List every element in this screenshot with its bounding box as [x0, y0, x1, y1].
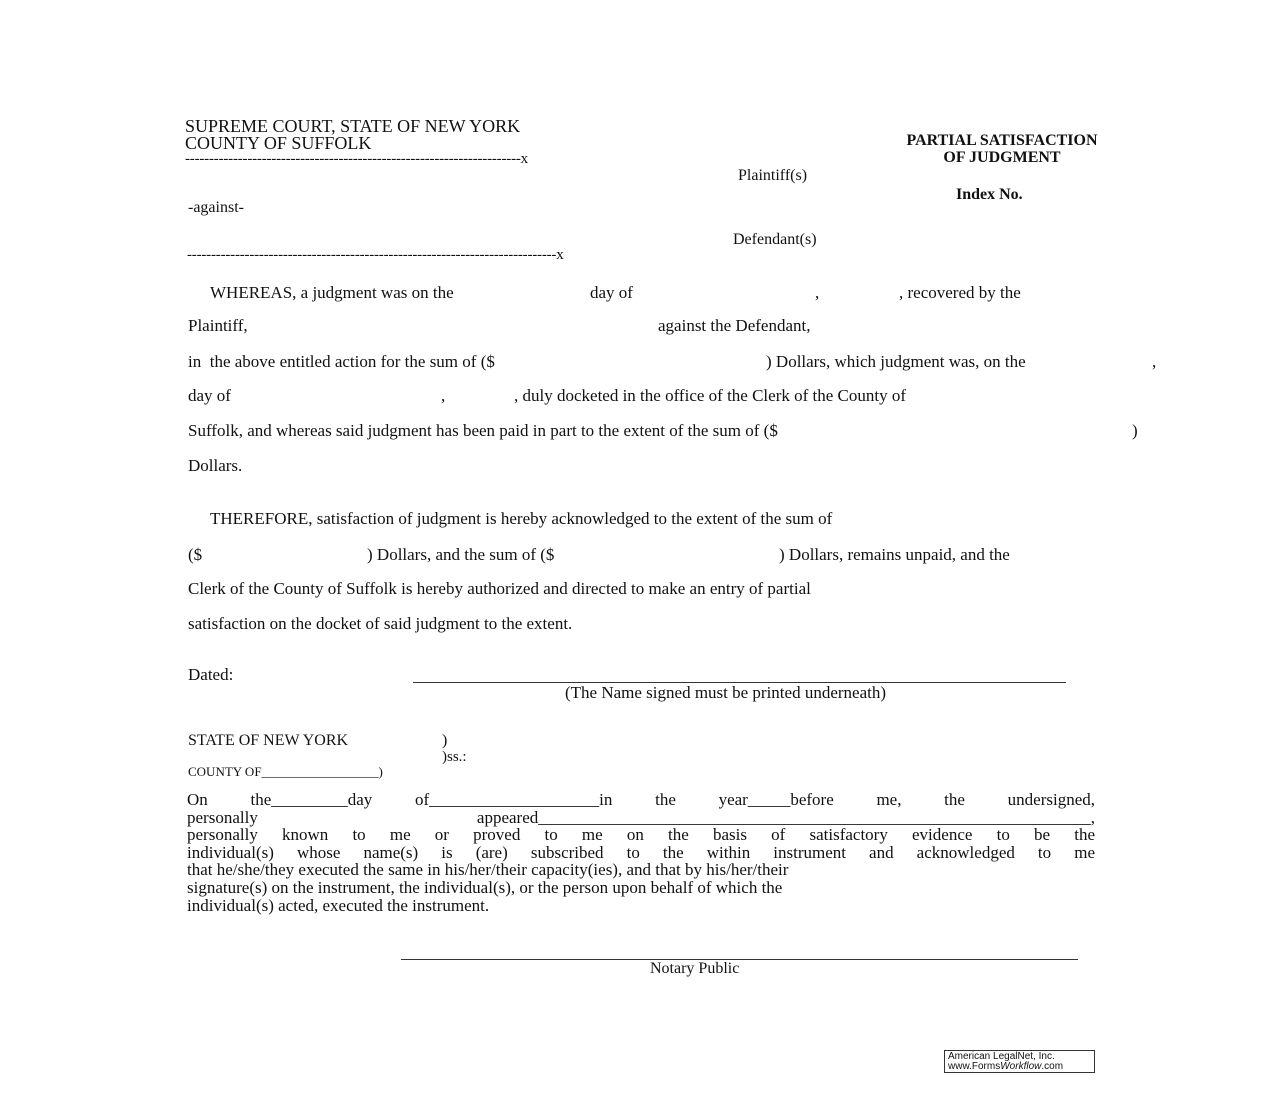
sum-text-b: ) Dollars, which judgment was, on the — [766, 352, 1026, 371]
sum-text-a: in the above entitled action for the sum of ($ — [188, 352, 495, 371]
ack-line-6: signature(s) on the instrument, the individual(s), or the person upon behalf of which the — [187, 877, 783, 897]
satisfied-sum-open: ($ — [188, 545, 203, 564]
court-county: COUNTY OF SUFFOLK — [185, 133, 372, 153]
logo-url-italic: Workflow — [1000, 1061, 1042, 1072]
logo-line-2 — [948, 1062, 1091, 1072]
docketed-text-a: day of — [188, 386, 231, 405]
sum-text-c: , — [1152, 352, 1157, 371]
whereas-text-d: , recovered by the — [899, 283, 1021, 302]
paid-in-part-close: ) — [1132, 421, 1138, 440]
dollars-text: Dollars. — [188, 456, 243, 475]
acknowledgment-paragraph — [187, 791, 1095, 914]
ack-line-5: that he/she/they executed the same in his/her/their capacity(ies), and that by his/her/their — [187, 860, 789, 880]
american-legalnet-logo — [944, 1050, 1095, 1073]
logo-line-1: American LegalNet, Inc. — [948, 1051, 1055, 1062]
caption-rule-bottom: -----------------------------------------------------------------------------x — [187, 247, 564, 263]
ack-line-4: individual(s) whose name(s) is (are) subscribed to the within instrument and acknowledged to me — [187, 842, 1095, 862]
venue-ss: )ss.: — [442, 749, 467, 765]
notary-signature-line — [401, 959, 1078, 960]
venue-county: COUNTY OF__________________) — [188, 764, 383, 779]
paid-in-part-text: Suffolk, and whereas said judgment has been paid in part to the extent of the sum of ($ — [188, 421, 778, 440]
ack-line-2: personally appeared_________________________________________________________________, — [187, 807, 1095, 827]
caption-rule-top: ----------------------------------------------------------------------x — [185, 151, 528, 167]
against-defendant-text: against the Defendant, — [658, 316, 811, 335]
index-no-label: Index No. — [956, 186, 1023, 203]
docketed-text-c: , duly docketed in the office of the Clerk of the County of — [514, 386, 907, 405]
ack-line-3: personally known to me or proved to me on the basis of satisfactory evidence to be the — [187, 825, 1095, 845]
dated-label: Dated: — [188, 665, 234, 684]
venue-paren: ) — [442, 732, 448, 749]
ack-line-7: individual(s) acted, executed the instrument. — [187, 895, 490, 915]
whereas-text-c: , — [815, 283, 820, 302]
signature-caption: (The Name signed must be printed underneath) — [565, 683, 887, 702]
plaintiff-label: Plaintiff(s) — [738, 167, 808, 184]
unpaid-sum-text: ) Dollars, and the sum of ($ — [367, 545, 555, 564]
ack-line-1: On the_________day of____________________in the year_____before me, the undersigned, — [187, 790, 1095, 809]
document-title-line2: OF JUDGMENT — [943, 149, 1061, 166]
venue-state: STATE OF NEW YORK — [188, 732, 349, 749]
remains-unpaid-text: ) Dollars, remains unpaid, and the — [779, 545, 1010, 564]
whereas-text-b: day of — [590, 283, 633, 302]
docketed-text-b: , — [441, 386, 446, 405]
notary-label: Notary Public — [650, 960, 740, 977]
court-name: SUPREME COURT, STATE OF NEW YORK — [185, 116, 521, 136]
clerk-authorized-text: Clerk of the County of Suffolk is hereby authorized and directed to make an entry of partial — [188, 579, 811, 598]
logo-url-suffix: .com — [1041, 1061, 1064, 1072]
logo-url-prefix: www.Forms — [948, 1061, 1001, 1072]
whereas-text-a: WHEREAS, a judgment was on the — [210, 283, 454, 302]
defendant-label: Defendant(s) — [733, 231, 817, 248]
plaintiff-text: Plaintiff, — [188, 316, 248, 335]
therefore-text: THEREFORE, satisfaction of judgment is hereby acknowledged to the extent of the sum of — [210, 509, 833, 528]
document-title-line1: PARTIAL SATISFACTION — [906, 132, 1098, 149]
against-label: -against- — [188, 199, 244, 216]
satisfaction-docket-text: satisfaction on the docket of said judgment to the extent. — [188, 614, 573, 633]
